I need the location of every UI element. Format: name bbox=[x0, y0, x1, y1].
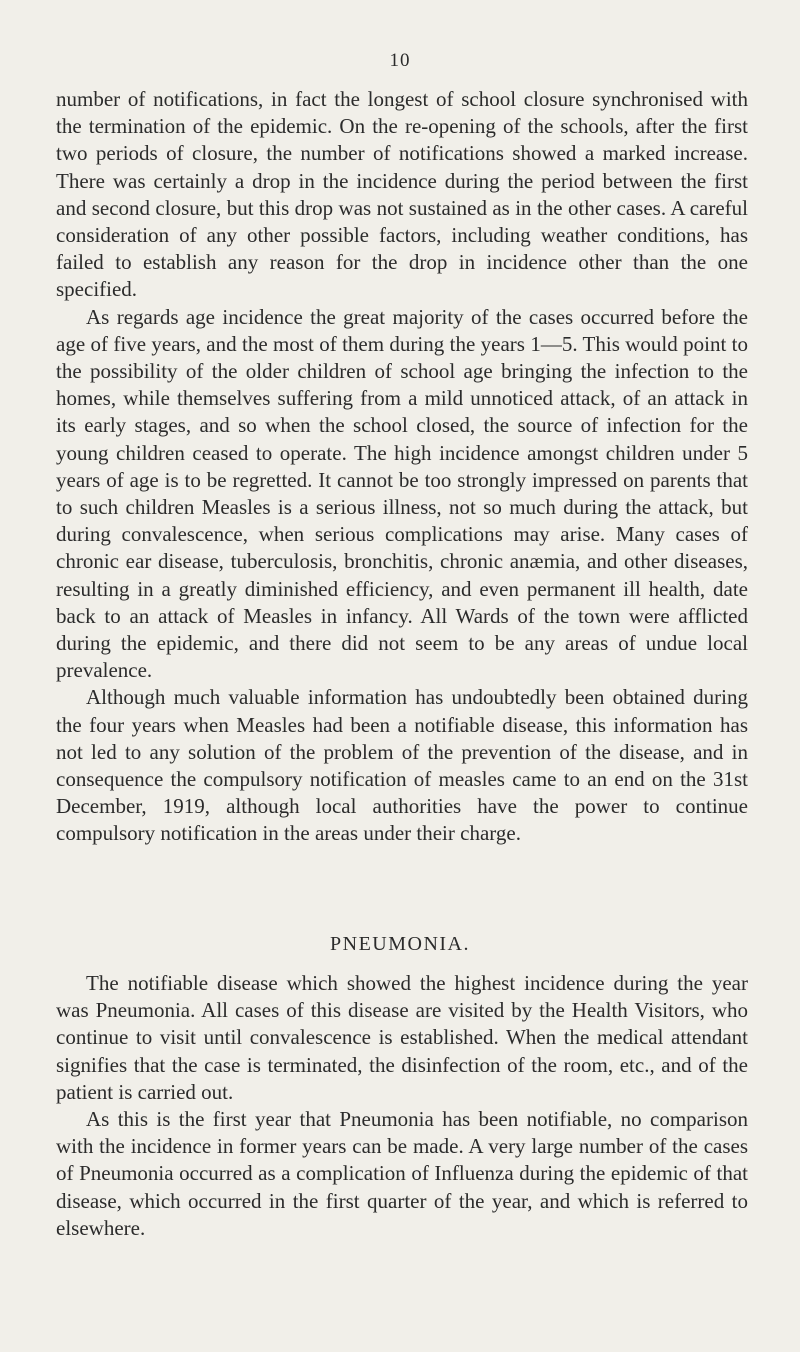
section-heading-pneumonia: PNEUMONIA. bbox=[330, 933, 470, 955]
paragraph-school-closure: number of notifications, in fact the longest of school closure synchronised with the termination of the epidemic. On the re-opening of the schools, after the first two periods of closure, the number of notifications showed a marked increase. There was certainly a drop in the incidence during the period between the first and second closure, but this drop was not sustained as in the other cases. A careful consideration of any other possible factors, including weather conditions, has failed to establish any reason for the drop in incidence other than the one specified. bbox=[56, 87, 748, 302]
page-number: 10 bbox=[389, 50, 411, 71]
pneumonia-section bbox=[56, 970, 748, 1242]
measles-section bbox=[56, 86, 748, 848]
paragraph-pneumonia-visits: The notifiable disease which showed the highest incidence during the year was Pneumonia. All cases of this disease are visited by the Health Visitors, who continue to visit until convalescence is established. When the medical attendant signifies that the case is terminated, the disinfection of the room, etc., and of the patient is carried out. bbox=[56, 971, 748, 1104]
paragraph-pneumonia-influenza: As this is the first year that Pneumonia has been notifiable, no comparison with the incidence in former years can be made. A very large number of the cases of Pneumonia occurred as a complication of Influenza during the epidemic of that disease, which occurred in the first quarter of the year, and which is referred to elsewhere. bbox=[56, 1107, 748, 1240]
paragraph-compulsory-notification: Although much valuable information has undoubtedly been obtained during the four years when Measles had been a notifiable disease, this information has not led to any solution of the problem of the prevention of the disease, and in consequence the compulsory notification of measles came to an end on the 31st December, 1919, although local authorities have the power to continue compulsory notification in the areas under their charge. bbox=[56, 685, 748, 846]
paragraph-age-incidence: As regards age incidence the great majority of the cases occurred before the age of five years, and the most of them during the years 1—5. This would point to the possibility of the older children of school age bringing the infection to the homes, while themselves suffering from a mild unnoticed attack, of an attack in its early stages, and so when the school closed, the source of infection for the young children ceased to operate. The high incidence amongst children under 5 years of age is to be regretted. It cannot be too strongly impressed on parents that to such children Measles is a serious illness, not so much during the attack, but during convalescence, when serious complications may arise. Many cases of chronic ear disease, tuberculosis, bronchitis, chronic anæmia, and other diseases, resulting in a greatly diminished efficiency, and even permanent ill health, date back to an attack of Measles in infancy. All Wards of the town were afflicted during the epidemic, and there did not seem to be any areas of undue local prevalence. bbox=[56, 304, 748, 683]
